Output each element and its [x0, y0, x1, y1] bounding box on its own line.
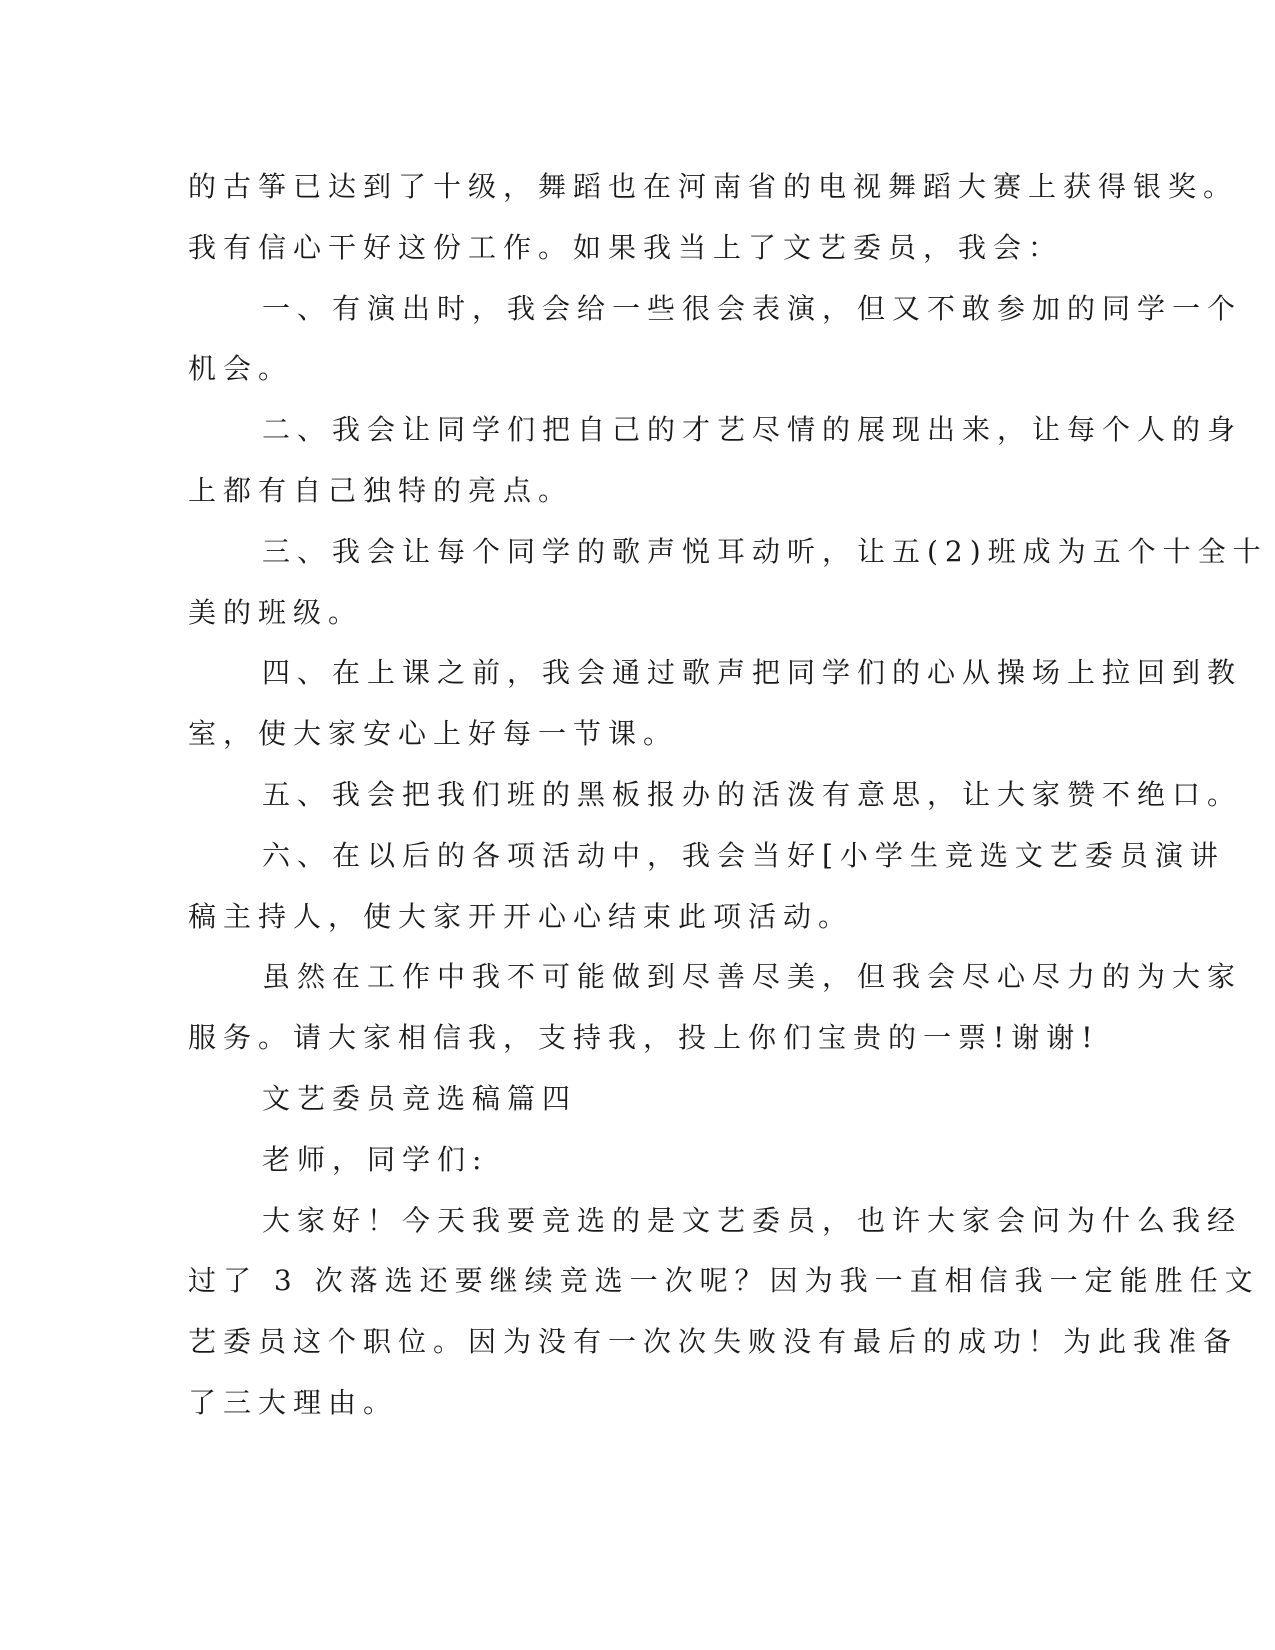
paragraph-start-line: 五、我会把我们班的黑板报办的活泼有意思，让大家赞不绝口。: [262, 777, 1243, 811]
paragraph-start-line: 二、我会让同学们把自己的才艺尽情的展现出来，让每个人的身: [262, 413, 1243, 447]
text-line: 艺委员这个职位。因为没有一次次失败没有最后的成功！为此我准备: [188, 1325, 1239, 1359]
text-line: 美的班级。: [188, 595, 364, 629]
text-line: 机会。: [188, 352, 294, 386]
text-line: 上都有自己独特的亮点。: [188, 473, 574, 507]
paragraph-start-line: 一、有演出时，我会给一些很会表演，但又不敢参加的同学一个: [262, 291, 1243, 325]
paragraph-start-line: 六、在以后的各项活动中，我会当好[小学生竞选文艺委员演讲: [262, 838, 1225, 872]
text-line: 了三大理由。: [188, 1385, 399, 1419]
text-line: 过了 3 次落选还要继续竞选一次呢？因为我一直相信我一定能胜任文: [188, 1264, 1260, 1298]
text-line: 的古筝已达到了十级，舞蹈也在河南省的电视舞蹈大赛上获得银奖。: [188, 170, 1239, 203]
text-line: 我有信心干好这份工作。如果我当上了文艺委员，我会：: [188, 230, 1064, 264]
salutation: 老师，同学们:: [262, 1142, 489, 1176]
document-body: [188, 157, 1268, 1434]
text-line: 稿主持人，使大家开开心心结束此项活动。: [188, 899, 854, 933]
paragraph-start-line: 三、我会让每个同学的歌声悦耳动听，让五(2)班成为五个十全十: [262, 534, 1268, 568]
text-line: 服务。请大家相信我，支持我，投上你们宝贵的一票!谢谢!: [188, 1021, 1100, 1055]
text-line: 室，使大家安心上好每一节课。: [188, 717, 679, 751]
paragraph-start-line: 大家好！今天我要竞选的是文艺委员，也许大家会问为什么我经: [262, 1203, 1243, 1237]
section-heading: 文艺委员竞选稿篇四: [262, 1081, 578, 1115]
paragraph-start-line: 虽然在工作中我不可能做到尽善尽美，但我会尽心尽力的为大家: [262, 960, 1243, 994]
paragraph-start-line: 四、在上课之前，我会通过歌声把同学们的心从操场上拉回到教: [262, 656, 1243, 690]
